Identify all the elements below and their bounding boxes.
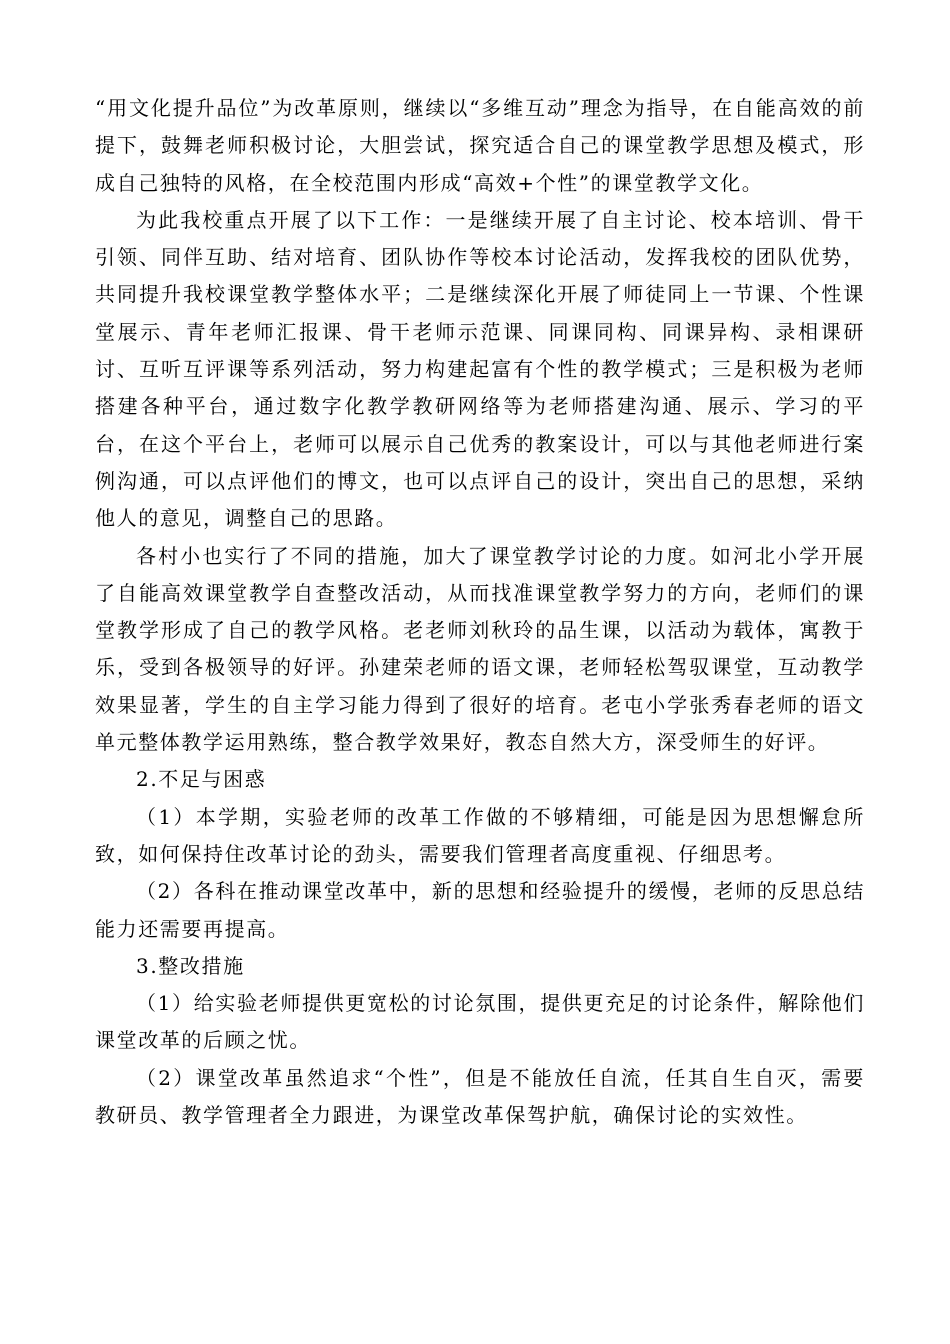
document-page xyxy=(95,90,865,1134)
measure-item-2: （2）课堂改革虽然追求“个性”，但是不能放任自流，任其自生自灭，需要教研员、教学管理者全力跟进，为课堂改革保驾护航，确保讨论的实效性。 xyxy=(95,1065,865,1128)
paragraph-school-work: 为此我校重点开展了以下工作：一是继续开展了自主讨论、校本培训、骨干引领、同伴互助、结对培育、团队协作等校本讨论活动，发挥我校的团队优势，共同提升我校课堂教学整体水平；二是继续深化开展了师徒同上一节课、个性课堂展示、青年老师汇报课、骨干老师示范课、同课同构、同课异构、录相课研讨、互听互评课等系列活动，努力构建起富有个性的教学模式；三是积极为老师搭建各种平台，通过数字化教学教研网络等为老师搭建沟通、展示、学习的平台，在这个平台上，老师可以展示自己优秀的教案设计，可以与其他老师进行案例沟通，可以点评他们的博文，也可以点评自己的设计，突出自己的思想，采纳他人的意见，调整自己的思路。 xyxy=(95,207,865,531)
shortcoming-item-1: （1）本学期，实验老师的改革工作做的不够精细，可能是因为思想懈怠所致，如何保持住改革讨论的劲头，需要我们管理者高度重视、仔细思考。 xyxy=(95,804,865,866)
section-heading-shortcomings: 2.不足与困惑 xyxy=(136,767,267,792)
shortcoming-item-2: （2）各科在推动课堂改革中，新的思想和经验提升的缓慢，老师的反思总结能力还需要再提高。 xyxy=(95,879,865,941)
measure-item-1: （1）给实验老师提供更宽松的讨论氛围，提供更充足的讨论条件，解除他们课堂改革的后顾之忧。 xyxy=(95,991,865,1053)
paragraph-reform-principle: “用文化提升品位”为改革原则，继续以“多维互动”理念为指导，在自能高效的前提下，鼓舞老师积极讨论，大胆尝试，探究适合自己的课堂教学思想及模式，形成自己独特的风格，在全校范围内形成“高效+个性”的课堂教学文化。 xyxy=(95,96,865,195)
paragraph-village-schools: 各村小也实行了不同的措施，加大了课堂教学讨论的力度。如河北小学开展了自能高效课堂教学自查整改活动，从而找准课堂教学努力的方向，老师们的课堂教学形成了自己的教学风格。老老师刘秋玲的品生课，以活动为载体，寓教于乐，受到各极领导的好评。孙建荣老师的语文课，老师轻松驾驭课堂，互动教学效果显著，学生的自主学习能力得到了很好的培育。老屯小学张秀春老师的语文单元整体教学运用熟练，整合教学效果好，教态自然大方，深受师生的好评。 xyxy=(95,543,865,755)
section-heading-measures: 3.整改措施 xyxy=(136,953,245,978)
